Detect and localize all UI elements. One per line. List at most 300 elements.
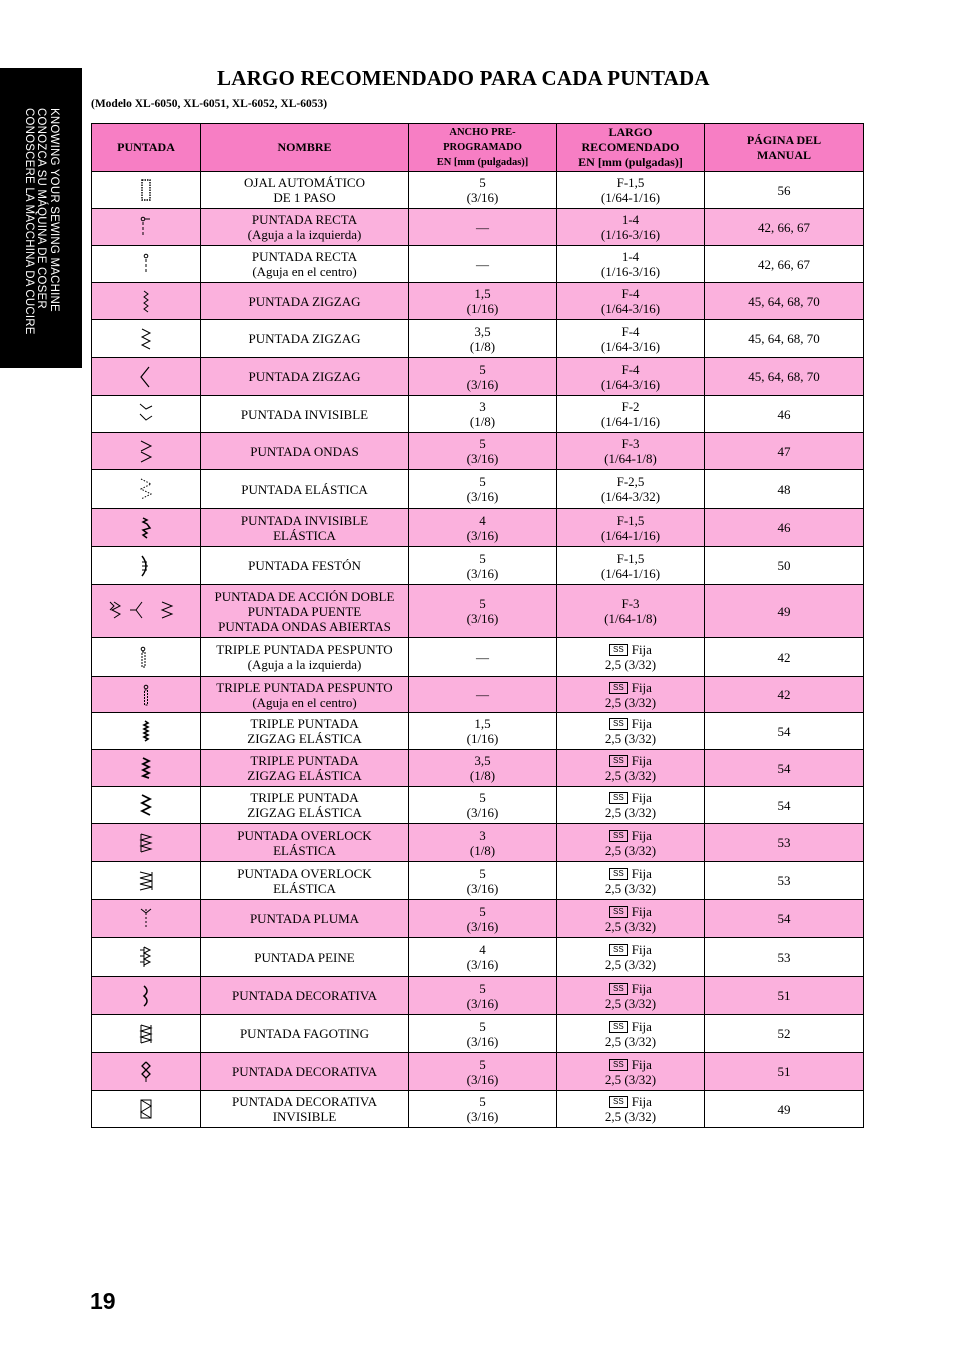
- preset-width-value: (3/16): [466, 527, 499, 543]
- stitch-name-cell: [201, 638, 409, 677]
- stitch-name: PUNTADA DECORATIVA: [232, 1064, 377, 1079]
- preset-width-value: 5: [479, 550, 486, 566]
- ss-badge: SS: [609, 983, 628, 995]
- stitch-name: ZIGZAG ELÁSTICA: [247, 731, 362, 746]
- fixed-length-label: Fija: [631, 753, 652, 768]
- preset-width-value: —: [476, 219, 489, 235]
- triple-zigzag-narrow-icon: [92, 713, 201, 750]
- manual-page-cell: 54: [705, 900, 864, 938]
- ss-badge: SS: [609, 718, 628, 730]
- stitch-name-cell: [201, 787, 409, 824]
- recommended-length-cell: [557, 938, 705, 977]
- recommended-length-value: [559, 753, 702, 768]
- table-row: [92, 283, 864, 320]
- table-row: [92, 547, 864, 585]
- recommended-length-cell: [557, 396, 705, 433]
- stitch-name-cell: [201, 172, 409, 209]
- recommended-length-value: (1/64-1/8): [604, 611, 657, 626]
- col-header-nombre: NOMBRE: [201, 124, 409, 172]
- table-row: [92, 824, 864, 862]
- recommended-length-value: 1-4: [621, 212, 640, 227]
- stitch-name: PUNTADA ZIGZAG: [248, 369, 361, 384]
- preset-width-cell: [409, 900, 557, 938]
- recommended-length-cell: [557, 470, 705, 509]
- stitch-name-cell: [201, 713, 409, 750]
- recommended-length-cell: [557, 787, 705, 824]
- preset-width-value: 5: [479, 1094, 486, 1109]
- preset-width-cell: [409, 433, 557, 470]
- recommended-length-value: [559, 942, 702, 957]
- table-header-row: [92, 124, 864, 172]
- fixed-length-label: Fija: [631, 827, 652, 843]
- shell-stitch-icon: [92, 433, 201, 470]
- preset-width-cell: [409, 977, 557, 1015]
- stitch-name-cell: [201, 433, 409, 470]
- preset-width-cell: [409, 677, 557, 713]
- stitch-name: (Aguja a la izquierda): [247, 227, 362, 242]
- recommended-length-value: F-1,5: [616, 512, 645, 528]
- table-row: [92, 1015, 864, 1053]
- recommended-length-cell: [557, 1015, 705, 1053]
- stitch-name: PUNTADA DE ACCIÓN DOBLE: [214, 588, 395, 604]
- manual-page-cell: 42, 66, 67: [705, 246, 864, 283]
- stitch-name: ZIGZAG ELÁSTICA: [247, 768, 362, 783]
- table-row: [92, 787, 864, 824]
- stitch-name: INVISIBLE: [272, 1109, 337, 1124]
- stitch-name: ELÁSTICA: [273, 842, 336, 858]
- recommended-length-value: [559, 828, 702, 843]
- recommended-length-value: [559, 680, 702, 695]
- preset-width-value: (3/16): [466, 489, 499, 504]
- recommended-length-value: (1/16-3/16): [600, 227, 661, 242]
- preset-width-cell: [409, 585, 557, 638]
- table-row: [92, 320, 864, 358]
- stitch-name: PUNTADA ZIGZAG: [248, 293, 361, 309]
- recommended-length-cell: [557, 1053, 705, 1091]
- recommended-length-value: 2,5 (3/32): [604, 1033, 657, 1049]
- stitch-name: PUNTADA FESTÓN: [248, 558, 361, 573]
- stitch-name: PUNTADA ONDAS ABIERTAS: [218, 618, 391, 634]
- recommended-length-value: [559, 790, 702, 805]
- manual-page-cell: 48: [705, 470, 864, 509]
- preset-width-value: (1/8): [469, 414, 496, 429]
- ss-badge: SS: [609, 830, 628, 842]
- straight-center-icon: [92, 246, 201, 283]
- fixed-length-label: Fija: [631, 679, 652, 695]
- preset-width-value: (3/16): [466, 1071, 499, 1087]
- preset-width-cell: [409, 713, 557, 750]
- fixed-length-label: Fija: [631, 980, 652, 996]
- recommended-length-value: 2,5 (3/32): [604, 657, 657, 672]
- preset-width-cell: [409, 938, 557, 977]
- preset-width-cell: [409, 787, 557, 824]
- preset-width-value: (3/16): [466, 611, 499, 626]
- decorative-diamond-icon: [92, 1053, 201, 1091]
- table-row: [92, 509, 864, 547]
- recommended-length-cell: [557, 824, 705, 862]
- preset-width-value: 3,5: [474, 753, 491, 768]
- stitch-name-cell: [201, 977, 409, 1015]
- preset-width-value: 1,5: [474, 286, 491, 301]
- triple-straight-left-icon: [92, 638, 201, 677]
- recommended-length-value: F-4: [621, 323, 640, 339]
- table-row: [92, 470, 864, 509]
- recommended-length-cell: [557, 320, 705, 358]
- preset-width-value: 5: [479, 361, 486, 377]
- side-tab-line-en: KNOWING YOUR SEWING MACHINE: [47, 108, 60, 312]
- recommended-length-cell: [557, 977, 705, 1015]
- recommended-length-value: 2,5 (3/32): [604, 880, 657, 896]
- fixed-length-label: Fija: [631, 790, 652, 805]
- stitch-name: PUNTADA INVISIBLE: [240, 512, 369, 528]
- col-header-puntada: PUNTADA: [92, 124, 201, 172]
- recommended-length-value: 2,5 (3/32): [604, 842, 657, 858]
- comb-stitch-icon: [92, 938, 201, 977]
- recommended-length-value: (1/64-3/16): [600, 301, 661, 316]
- stitch-name: TRIPLE PUNTADA PESPUNTO: [216, 679, 393, 695]
- triple-zigzag-medium-icon: [92, 750, 201, 787]
- table-row: [92, 977, 864, 1015]
- preset-width-value: —: [476, 256, 489, 272]
- recommended-length-value: 2,5 (3/32): [604, 957, 657, 972]
- manual-page-cell: 56: [705, 172, 864, 209]
- recommended-length-value: [559, 716, 702, 731]
- manual-page-cell: 54: [705, 787, 864, 824]
- ss-badge: SS: [609, 792, 628, 804]
- stitch-name: ELÁSTICA: [273, 527, 336, 543]
- stitch-name: ZIGZAG ELÁSTICA: [247, 805, 362, 820]
- manual-page-cell: 42, 66, 67: [705, 209, 864, 246]
- preset-width-value: (3/16): [466, 376, 499, 392]
- side-tab-line-it: CONOSCERE LA MACCHINA DA CUCIRE: [22, 108, 35, 335]
- recommended-length-value: [559, 981, 702, 996]
- ss-badge: SS: [609, 868, 628, 880]
- recommended-length-cell: [557, 638, 705, 677]
- stitch-name-cell: [201, 824, 409, 862]
- preset-width-value: 5: [479, 865, 486, 881]
- preset-width-value: (3/16): [466, 565, 499, 581]
- preset-width-value: (3/16): [466, 880, 499, 896]
- recommended-length-value: (1/64-1/16): [600, 414, 661, 429]
- page-title: LARGO RECOMENDADO PARA CADA PUNTADA: [217, 66, 710, 90]
- recommended-length-value: F-3: [621, 436, 640, 451]
- preset-width-value: (1/16): [466, 731, 499, 746]
- stitch-name-cell: [201, 862, 409, 900]
- recommended-length-value: 2,5 (3/32): [604, 918, 657, 934]
- fixed-length-label: Fija: [631, 1094, 652, 1109]
- model-subtitle: (Modelo XL-6050, XL-6051, XL-6052, XL-6053): [91, 98, 328, 110]
- preset-width-cell: [409, 1015, 557, 1053]
- preset-width-value: 4: [479, 512, 486, 528]
- triple-zigzag-wide-icon: [92, 787, 201, 824]
- stitch-name-cell: [201, 283, 409, 320]
- table-body: [92, 172, 864, 1128]
- manual-page-cell: 52: [705, 1015, 864, 1053]
- side-tab-text: [0, 68, 82, 368]
- recommended-length-value: (1/64-3/16): [600, 376, 661, 392]
- zigzag-wide-icon: [92, 358, 201, 396]
- stitch-name: DE 1 PASO: [273, 190, 336, 205]
- manual-page-cell: 51: [705, 977, 864, 1015]
- recommended-length-value: 1-4: [621, 249, 640, 264]
- recommended-length-value: F-1,5: [616, 550, 645, 566]
- preset-width-value: (3/16): [466, 190, 499, 205]
- col-header-pagina-line1: PÁGINA DEL: [746, 132, 822, 147]
- recommended-length-cell: [557, 1091, 705, 1128]
- manual-page-cell: 45, 64, 68, 70: [705, 320, 864, 358]
- recommended-length-cell: [557, 433, 705, 470]
- table-row: [92, 172, 864, 209]
- recommended-length-value: (1/64-1/16): [600, 565, 661, 581]
- manual-page-cell: 51: [705, 1053, 864, 1091]
- table-row: [92, 750, 864, 787]
- multi-stitch-icon: [92, 585, 201, 638]
- stitch-name-cell: [201, 585, 409, 638]
- stitch-name: PUNTADA ONDAS: [250, 443, 359, 459]
- recommended-length-value: (1/64-1/8): [604, 451, 657, 466]
- fixed-length-label: Fija: [631, 903, 652, 919]
- preset-width-cell: [409, 638, 557, 677]
- recommended-length-cell: [557, 246, 705, 283]
- fixed-length-label: Fija: [631, 1056, 652, 1072]
- preset-width-value: 5: [479, 790, 486, 805]
- table-row: [92, 862, 864, 900]
- stitch-name: TRIPLE PUNTADA: [250, 716, 359, 731]
- preset-width-value: 5: [479, 596, 486, 611]
- ss-badge: SS: [609, 682, 628, 694]
- fixed-length-label: Fija: [631, 942, 652, 957]
- recommended-length-value: [559, 866, 702, 881]
- fixed-length-label: Fija: [631, 642, 652, 657]
- preset-width-value: (3/16): [466, 1109, 499, 1124]
- preset-width-cell: [409, 1091, 557, 1128]
- recommended-length-value: 2,5 (3/32): [604, 731, 657, 746]
- stitch-name: (Aguja en el centro): [252, 264, 357, 279]
- zigzag-narrow-icon: [92, 283, 201, 320]
- preset-width-value: 5: [479, 980, 486, 996]
- col-header-largo-line2: EN [mm (pulgadas)]: [578, 155, 683, 169]
- manual-page-cell: 53: [705, 824, 864, 862]
- stitch-name: PUNTADA OVERLOCK: [237, 827, 372, 843]
- manual-page-cell: 53: [705, 862, 864, 900]
- blind-stitch-icon: [92, 396, 201, 433]
- stitch-name-cell: [201, 938, 409, 977]
- stitch-name: PUNTADA PUENTE: [247, 603, 362, 619]
- manual-page-cell: 54: [705, 750, 864, 787]
- stitch-name: (Aguja en el centro): [252, 694, 357, 710]
- scallop-icon: [92, 547, 201, 585]
- table-row: [92, 938, 864, 977]
- recommended-length-cell: [557, 209, 705, 246]
- manual-page-cell: 45, 64, 68, 70: [705, 358, 864, 396]
- stitch-name-cell: [201, 246, 409, 283]
- manual-page-cell: 42: [705, 677, 864, 713]
- straight-left-icon: [92, 209, 201, 246]
- preset-width-cell: [409, 246, 557, 283]
- preset-width-value: (1/8): [469, 768, 496, 783]
- preset-width-cell: [409, 283, 557, 320]
- manual-page-cell: 47: [705, 433, 864, 470]
- recommended-length-cell: [557, 585, 705, 638]
- col-header-ancho-line2: EN [mm (pulgadas)]: [436, 157, 529, 168]
- col-header-ancho: [409, 124, 557, 172]
- overlock-wide-icon: [92, 862, 201, 900]
- preset-width-value: 5: [479, 1056, 486, 1072]
- recommended-length-value: (1/64-3/32): [600, 489, 661, 504]
- stitch-name: PUNTADA RECTA: [251, 212, 358, 227]
- preset-width-cell: [409, 1053, 557, 1091]
- recommended-length-cell: [557, 283, 705, 320]
- table-row: [92, 900, 864, 938]
- preset-width-cell: [409, 862, 557, 900]
- preset-width-cell: [409, 824, 557, 862]
- fixed-length-label: Fija: [631, 716, 652, 731]
- stitch-name-cell: [201, 470, 409, 509]
- table-row: [92, 677, 864, 713]
- manual-page-cell: 49: [705, 585, 864, 638]
- ss-badge: SS: [609, 1096, 628, 1108]
- recommended-length-cell: [557, 862, 705, 900]
- stitch-name: PUNTADA OVERLOCK: [237, 865, 372, 881]
- overlock-narrow-icon: [92, 824, 201, 862]
- preset-width-value: (3/16): [466, 1033, 499, 1049]
- preset-width-value: (3/16): [466, 995, 499, 1011]
- elastic-stitch-icon: [92, 470, 201, 509]
- preset-width-cell: [409, 172, 557, 209]
- stitch-name: OJAL AUTOMÁTICO: [244, 175, 365, 190]
- preset-width-value: (3/16): [466, 805, 499, 820]
- stitch-name-cell: [201, 209, 409, 246]
- recommended-length-value: 2,5 (3/32): [604, 995, 657, 1011]
- recommended-length-value: F-2: [621, 399, 640, 414]
- stitch-name: PUNTADA ZIGZAG: [248, 331, 361, 346]
- manual-page-cell: 50: [705, 547, 864, 585]
- preset-width-cell: [409, 509, 557, 547]
- recommended-length-value: 2,5 (3/32): [604, 805, 657, 820]
- preset-width-value: 1,5: [474, 716, 491, 731]
- table-row: [92, 585, 864, 638]
- recommended-length-value: 2,5 (3/32): [604, 1109, 657, 1124]
- recommended-length-cell: [557, 358, 705, 396]
- preset-width-cell: [409, 547, 557, 585]
- recommended-length-value: 2,5 (3/32): [604, 1071, 657, 1087]
- stitch-name: (Aguja a la izquierda): [247, 657, 362, 672]
- preset-width-value: 5: [479, 903, 486, 919]
- stitch-name: PUNTADA DECORATIVA: [232, 1094, 377, 1109]
- table-row: [92, 713, 864, 750]
- stitch-name: PUNTADA FAGOTING: [239, 1026, 370, 1041]
- col-header-largo-line1: LARGO RECOMENDADO: [581, 125, 680, 154]
- ss-badge: SS: [609, 1021, 628, 1033]
- preset-width-value: (3/16): [466, 957, 499, 972]
- recommended-length-value: (1/64-3/16): [600, 338, 661, 354]
- ss-badge: SS: [609, 755, 628, 767]
- stitch-name-cell: [201, 396, 409, 433]
- recommended-length-cell: [557, 713, 705, 750]
- ss-badge: SS: [609, 906, 628, 918]
- stitch-name: PUNTADA DECORATIVA: [232, 988, 377, 1003]
- preset-width-value: 3,5: [474, 323, 491, 339]
- stitch-name: PUNTADA ELÁSTICA: [241, 481, 368, 497]
- fixed-length-label: Fija: [631, 865, 652, 881]
- page-number: 19: [90, 1288, 116, 1314]
- recommended-length-value: [559, 1094, 702, 1109]
- elastic-blind-icon: [92, 509, 201, 547]
- preset-width-cell: [409, 470, 557, 509]
- recommended-length-cell: [557, 750, 705, 787]
- preset-width-value: 5: [479, 474, 486, 489]
- side-tab-line-es: CONOZCA SU MÁQUINA DE COSER: [35, 108, 48, 309]
- recommended-length-value: (1/64-1/16): [600, 527, 661, 543]
- decorative-invisible-icon: [92, 1091, 201, 1128]
- ss-badge: SS: [609, 644, 628, 656]
- stitch-name-cell: [201, 509, 409, 547]
- recommended-length-value: (1/16-3/16): [600, 264, 661, 279]
- recommended-length-value: 2,5 (3/32): [604, 694, 657, 710]
- triple-straight-center-icon: [92, 677, 201, 713]
- preset-width-cell: [409, 396, 557, 433]
- manual-page-cell: 45, 64, 68, 70: [705, 283, 864, 320]
- recommended-length-value: [559, 642, 702, 657]
- stitch-name-cell: [201, 1053, 409, 1091]
- manual-page-cell: 46: [705, 509, 864, 547]
- recommended-length-value: [559, 904, 702, 919]
- preset-width-value: 3: [479, 399, 486, 414]
- preset-width-value: 3: [479, 827, 486, 843]
- recommended-length-cell: [557, 677, 705, 713]
- preset-width-value: (1/16): [466, 301, 499, 316]
- stitch-name: PUNTADA RECTA: [251, 249, 358, 264]
- preset-width-value: (1/8): [469, 338, 496, 354]
- stitch-name: PUNTADA INVISIBLE: [240, 406, 369, 422]
- preset-width-value: 4: [479, 942, 486, 957]
- preset-width-value: (3/16): [466, 918, 499, 934]
- stitch-name-cell: [201, 750, 409, 787]
- feather-stitch-icon: [92, 900, 201, 938]
- manual-page-cell: 49: [705, 1091, 864, 1128]
- manual-page-cell: 46: [705, 396, 864, 433]
- preset-width-value: —: [476, 649, 489, 665]
- preset-width-cell: [409, 209, 557, 246]
- table-row: [92, 396, 864, 433]
- stitch-name-cell: [201, 320, 409, 358]
- recommended-length-value: F-4: [621, 286, 640, 301]
- stitch-name-cell: [201, 1015, 409, 1053]
- recommended-length-value: 2,5 (3/32): [604, 768, 657, 783]
- stitch-name-cell: [201, 900, 409, 938]
- recommended-length-value: [559, 1057, 702, 1072]
- recommended-length-value: F-1,5: [616, 175, 645, 190]
- stitch-name: TRIPLE PUNTADA PESPUNTO: [216, 642, 393, 657]
- decorative-wave-icon: [92, 977, 201, 1015]
- table-row: [92, 358, 864, 396]
- preset-width-value: 5: [479, 175, 486, 190]
- stitch-name: TRIPLE PUNTADA: [250, 790, 359, 805]
- stitch-table: [91, 123, 864, 1128]
- table-row: [92, 433, 864, 470]
- stitch-name: PUNTADA PEINE: [254, 949, 355, 965]
- preset-width-value: 5: [479, 436, 486, 451]
- recommended-length-value: [559, 1019, 702, 1034]
- preset-width-value: —: [476, 687, 489, 702]
- ss-badge: SS: [609, 944, 628, 956]
- recommended-length-value: F-4: [621, 361, 640, 377]
- buttonhole-icon: [92, 172, 201, 209]
- recommended-length-value: F-3: [621, 596, 640, 611]
- preset-width-value: (1/8): [469, 842, 496, 858]
- stitch-name: ELÁSTICA: [273, 880, 336, 896]
- recommended-length-value: F-2,5: [616, 474, 645, 489]
